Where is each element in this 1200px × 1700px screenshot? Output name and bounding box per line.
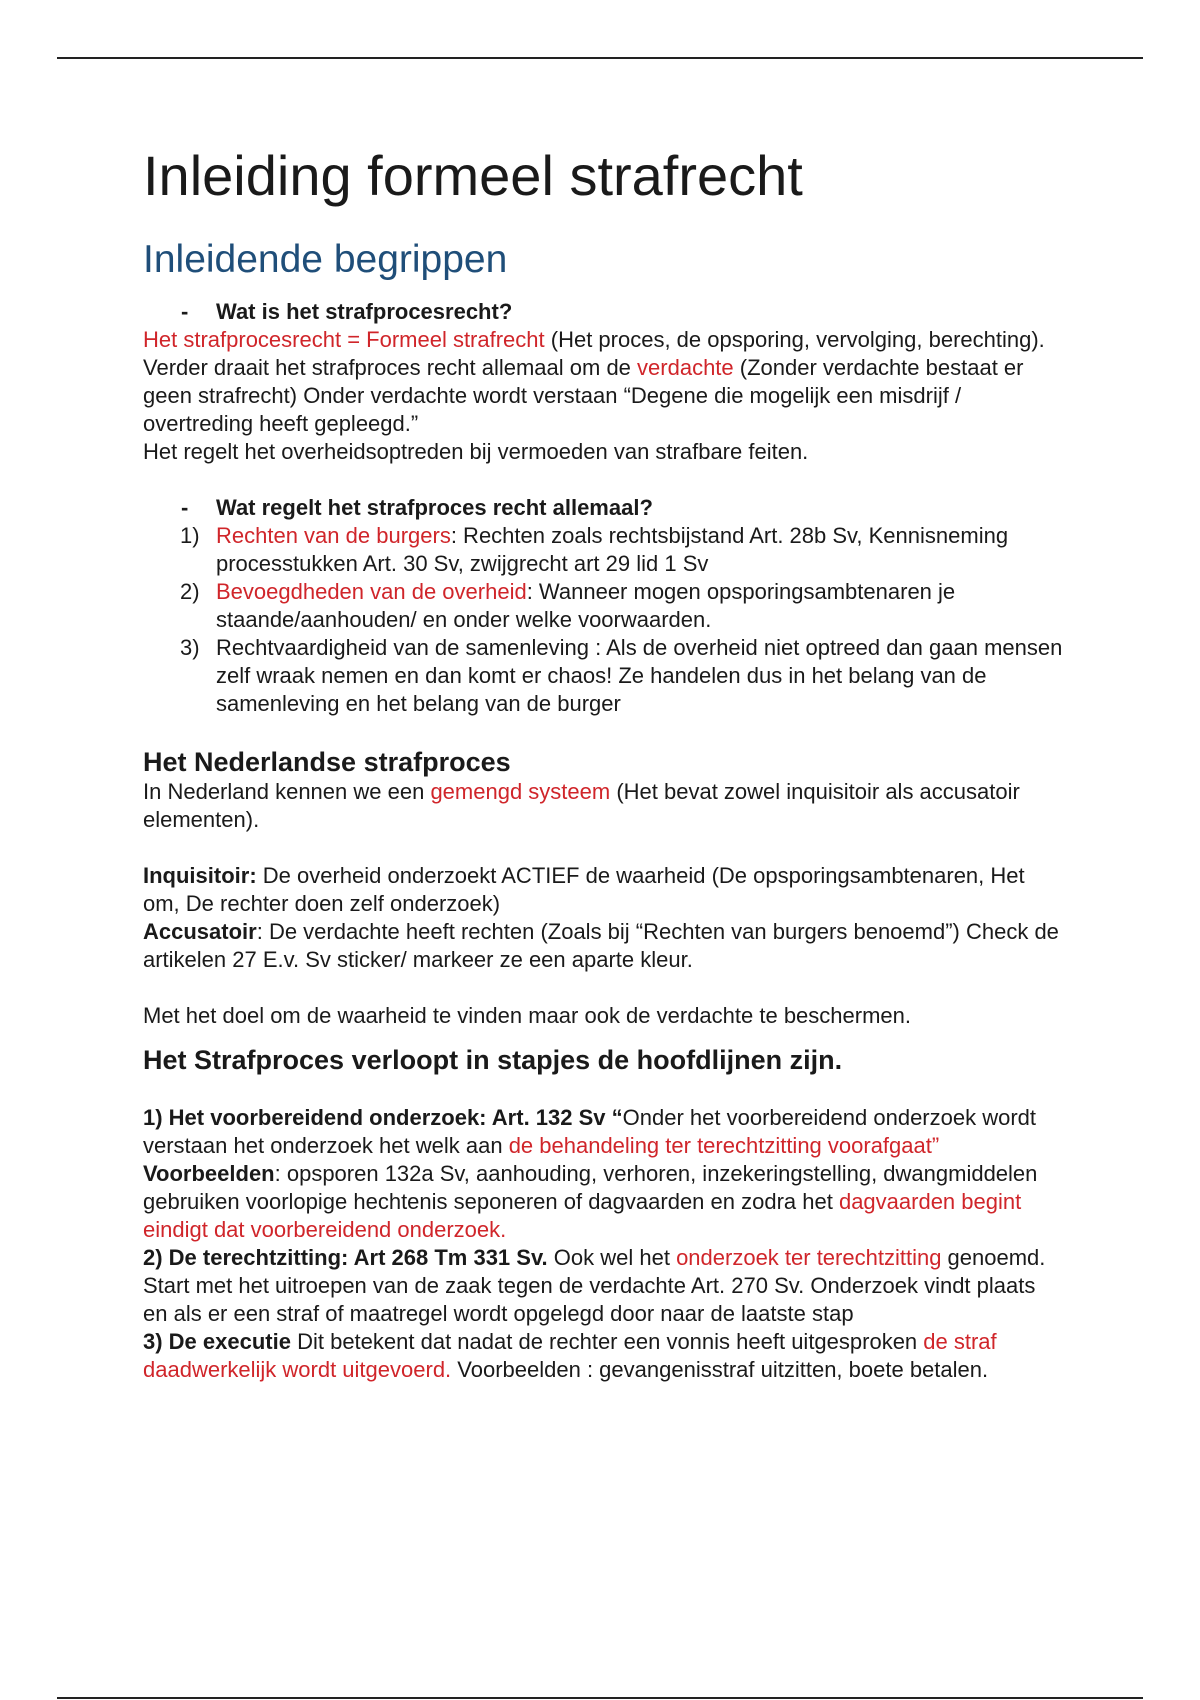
step-label: 1) Het voorbereidend onderzoek: Art. 132 Sv “ <box>143 1105 623 1130</box>
highlight-text: Rechten van de burgers <box>216 523 451 548</box>
body-text: . <box>500 1217 507 1242</box>
highlight-text: de straf daadwerkelijk wordt uitgevoerd. <box>143 1329 997 1382</box>
body-text: In Nederland kennen we een <box>143 779 431 804</box>
body-text: : De verdachte heeft rechten (Zoals bij “Rechten van burgers benoemd”) Check de artikelen 27 E.v. Sv sticker/ markeer ze een aparte kleur. <box>143 919 1059 972</box>
paragraph-definition <box>143 326 1063 354</box>
spacer <box>143 1076 1063 1104</box>
paragraph-doel: Met het doel om de waarheid te vinden maar ook de verdachte te beschermen. <box>143 1003 912 1028</box>
bullet-dash: - <box>181 299 189 324</box>
body-text: (Het bevat zowel inquisitoir als accusatoir elementen). <box>143 779 1020 832</box>
bullet-question-1 <box>143 298 1063 326</box>
step-label: 2) De terechtzitting: Art 268 Tm 331 Sv. <box>143 1245 548 1270</box>
question-text: Wat is het strafprocesrecht? <box>216 299 513 324</box>
body-text: (Het proces, de opsporing, vervolging, berechting). <box>544 327 1045 352</box>
bullet-question-2 <box>143 494 1063 522</box>
body-text: Verder draait het strafproces recht allemaal om de <box>143 355 638 380</box>
section-heading-nederlandse-strafproces: Het Nederlandse strafproces <box>143 747 511 777</box>
paragraph-gemengd-systeem <box>143 778 1063 834</box>
paragraph-voorbereidend-onderzoek <box>143 1104 1063 1160</box>
numbered-item-2 <box>143 578 1063 634</box>
numbered-item-3 <box>143 634 1063 718</box>
section-heading-stapjes: Het Strafproces verloopt in stapjes de hoofdlijnen zijn. <box>143 1045 843 1075</box>
spacer <box>143 1030 1063 1044</box>
body-text: (Zonder verdachte bestaat er geen strafrecht) Onder verdachte wordt verstaan “Degene die mogelijk een misdrijf / overtreding heeft gepleegd.” <box>143 355 1024 436</box>
spacer <box>143 718 1063 746</box>
paragraph-voorbeelden <box>143 1160 1063 1244</box>
highlight-text: Het strafprocesrecht = Formeel strafrecht <box>143 327 545 352</box>
body-text: : Wanneer mogen opsporingsambtenaren je staande/aanhouden/ en onder welke voorwaarden. <box>216 579 956 632</box>
item-number: 2) <box>180 579 200 604</box>
spacer <box>143 834 1063 862</box>
numbered-item-1 <box>143 522 1063 578</box>
bullet-dash: - <box>181 495 189 520</box>
body-text: : opsporen 132a Sv, aanhouding, verhoren, inzekeringstelling, dwangmiddelen gebruiken voorlopige hechtenis seponeren of dagvaarden en zodra het <box>143 1161 1038 1214</box>
body-text: Dit betekent dat nadat de rechter een vonnis heeft uitgesproken <box>290 1329 924 1354</box>
spacer <box>143 466 1063 494</box>
body-text: genoemd. Start met het uitroepen van de zaak tegen de verdachte Art. 270 Sv. Onderzoek vindt plaats en als er een straf of maatregel wordt opgelegd door naar de laatste stap <box>143 1245 1046 1326</box>
highlight-text: de behandeling ter terechtzitting voorafgaat <box>508 1133 932 1158</box>
step-label: 3) De executie <box>143 1329 291 1354</box>
paragraph-terechtzitting <box>143 1244 1063 1328</box>
document-page <box>143 140 1063 1384</box>
body-text: : Rechten zoals rechtsbijstand Art. 28b Sv, Kennisneming processtukken Art. 30 Sv, zwijgrecht art 29 lid 1 Sv <box>216 523 1009 576</box>
body-text: Voorbeelden : gevangenisstraf uitzitten, boete betalen. <box>451 1357 989 1382</box>
body-text: De overheid onderzoekt ACTIEF de waarheid (De opsporingsambtenaren, Het om, De rechter doen zelf onderzoek) <box>143 863 1025 916</box>
body-text: Onder het voorbereidend onderzoek wordt verstaan het onderzoek het welk aan <box>143 1105 1037 1158</box>
question-text: Wat regelt het strafproces recht allemaal? <box>216 495 653 520</box>
section-heading-inleidende-begrippen: Inleidende begrippen <box>143 238 508 281</box>
term-label: Inquisitoir: <box>143 863 257 888</box>
highlight-text: gemengd systeem <box>430 779 611 804</box>
paragraph-inquisitoir <box>143 862 1063 918</box>
spacer <box>143 974 1063 1002</box>
highlight-text: onderzoek ter terechtzitting <box>676 1245 942 1270</box>
term-label: Voorbeelden <box>143 1161 275 1186</box>
item-number: 3) <box>180 635 200 660</box>
top-rule <box>57 57 1143 59</box>
paragraph-overheidsoptreden: Het regelt het overheidsoptreden bij vermoeden van strafbare feiten. <box>143 439 809 464</box>
document-title: Inleiding formeel strafrecht <box>143 144 803 207</box>
highlight-text: verdachte <box>637 355 734 380</box>
bottom-rule <box>57 1697 1143 1699</box>
item-number: 1) <box>180 523 200 548</box>
paragraph-accusatoir <box>143 918 1063 974</box>
body-text: Rechtvaardigheid van de samenleving : Als de overheid niet optreed dan gaan mensen zelf wraak nemen en dan komt er chaos! Ze handelen dus in het belang van de samenleving en het belang van de burger <box>216 635 1063 716</box>
highlight-text: Bevoegdheden van de overheid <box>216 579 527 604</box>
body-text: ” <box>931 1133 940 1158</box>
body-text: Ook wel het <box>547 1245 677 1270</box>
term-label: Accusatoir <box>143 919 257 944</box>
paragraph-verdachte <box>143 354 1063 438</box>
paragraph-executie <box>143 1328 1063 1384</box>
highlight-text: dagvaarden begint eindigt dat voorbereidend onderzoek <box>143 1189 1022 1242</box>
